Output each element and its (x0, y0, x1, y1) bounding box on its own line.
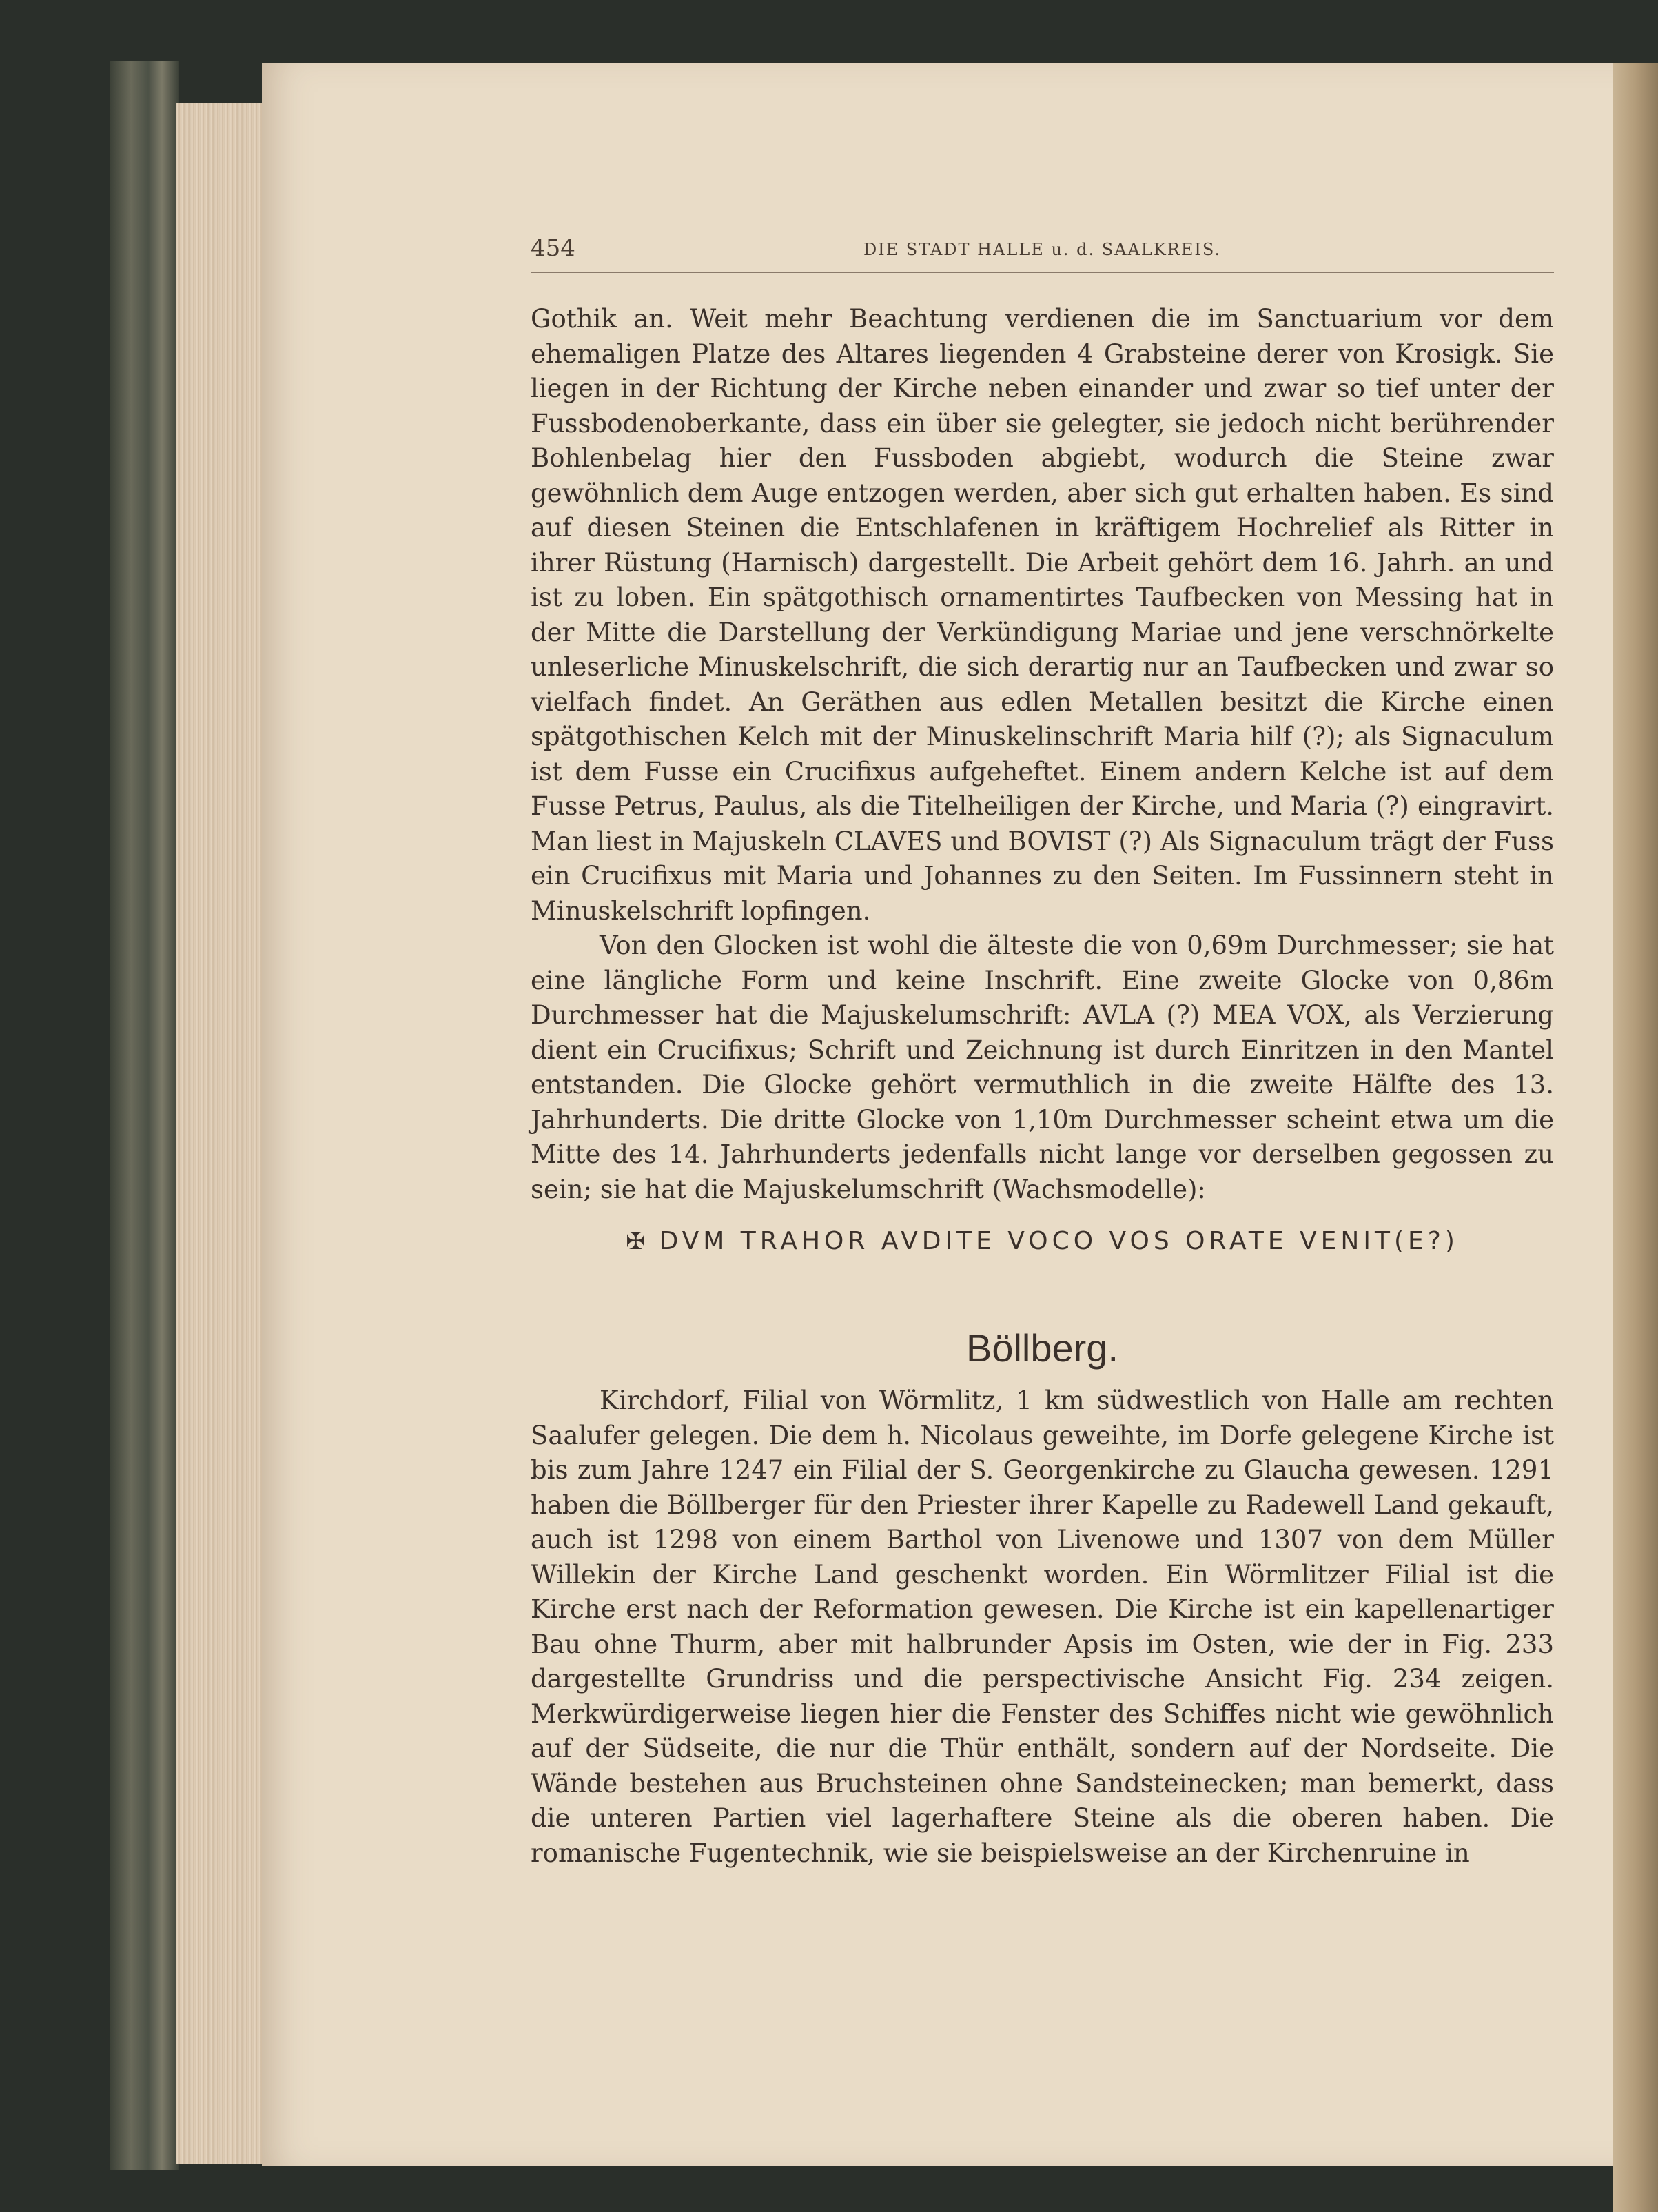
page-edges (176, 103, 269, 2164)
page-header (531, 234, 1554, 276)
page-right-edge (1613, 63, 1658, 2212)
section-title: Böllberg. (965, 1326, 1119, 1370)
paragraph-bells: Von den Glocken ist wohl die älteste die von 0,69m Durchmesser; sie hat eine längliche Form und keine Inschrift. Eine zweite Glocke von 0,86m Durchmesser hat die Majuskelumschrift: AVLA (?) MEA VOX, als Verzierung dient ein Crucifixus; Schrift und Zeichnung ist durch Einritzen in den Mantel entstanden. Die Glocke gehört vermuthlich in die zweite Hälfte des 13. Jahrhunderts. Die dritte Glocke von 1,10m Durchmesser scheint etwa um die Mitte des 14. Jahrhunderts jedenfalls nicht lange vor derselben gegossen zu sein; sie hat die Majuskelumschrift (Wachsmodelle): (531, 931, 1554, 1204)
page-body (531, 302, 1554, 1871)
paragraph-krosigk-graves: Gothik an. Weit mehr Beachtung verdienen die im Sanctuarium vor dem ehemaligen Platze des Altares liegenden 4 Grabsteine derer von Krosigk. Sie liegen in der Richtung der Kirche neben einander und zwar so tief unter der Fussbodenoberkante, dass ein über sie gelegter, sie jedoch nicht berührender Bohlenbelag hier den Fussboden abgiebt, wodurch die Steine zwar gewöhnlich dem Auge entzogen werden, aber sich gut erhalten haben. Es sind auf diesen Steinen die Entschlafenen in kräftigem Hochrelief als Ritter in ihrer Rüstung (Harnisch) dargestellt. Die Arbeit gehört dem 16. Jahrh. an und ist zu loben. Ein spätgothisch ornamentirtes Taufbecken von Messing hat in der Mitte die Darstellung der Verkündigung Mariae und jene verschnörkelte unleserliche Minuskelschrift, die sich derartig nur an Taufbecken und zwar so vielfach findet. An Geräthen aus edlen Metallen besitzt die Kirche einen spätgothischen Kelch mit der Minuskelinschrift Maria hilf (?); als Signaculum ist dem Fusse ein Crucifixus aufgeheftet. Einem andern Kelche ist auf dem Fusse Petrus, Paulus, als die Titelheiligen der Kirche, und Maria (?) eingravirt. Man liest in Majuskeln CLAVES und BOVIST (?) Als Signaculum trägt der Fuss ein Crucifixus mit Maria und Johannes zu den Seiten. Im Fussinnern steht in Minuskelschrift lopfingen. (531, 304, 1554, 926)
inscription-text: DVM TRAHOR AVDITE VOCO VOS ORATE VENIT(E?) (659, 1227, 1459, 1255)
book-binding (110, 61, 179, 2170)
cross-icon: ✠ (626, 1228, 650, 1255)
paragraph-boellberg: Kirchdorf, Filial von Wörmlitz, 1 km südwestlich von Halle am rechten Saalufer gelegen. Die dem h. Nicolaus geweihte, im Dorfe gelegene Kirche ist bis zum Jahre 1247 ein Filial der S. Georgenkirche zu Glaucha gewesen. 1291 haben die Böllberger für den Priester ihrer Kapelle zu Radewell Land gekauft, auch ist 1298 von einem Barthol von Livenowe und 1307 von dem Müller Willekin der Kirche Land geschenkt worden. Ein Wörmlitzer Filial ist die Kirche erst nach der Reformation gewesen. Die Kirche ist ein kapellenartiger Bau ohne Thurm, aber mit halbrunder Apsis im Osten, wie der in Fig. 233 dargestellte Grundriss und die perspectivische Ansicht Fig. 234 zeigen. Merkwürdigerweise liegen hier die Fenster des Schiffes nicht wie gewöhnlich auf der Südseite, die nur die Thür enthält, sondern auf der Nordseite. Die Wände bestehen aus Bruchsteinen ohne Sandsteinecken; man bemerkt, dass die unteren Partien viel lagerhaftere Steine als die oberen haben. Die romanische Fugentechnik, wie sie beispielsweise an der Kirchenruine in (531, 1386, 1554, 1868)
page-number: 454 (531, 234, 575, 262)
bell-inscription (531, 1224, 1554, 1259)
header-rule (531, 272, 1554, 273)
running-head: DIE STADT HALLE u. d. SAALKREIS. (863, 240, 1222, 259)
